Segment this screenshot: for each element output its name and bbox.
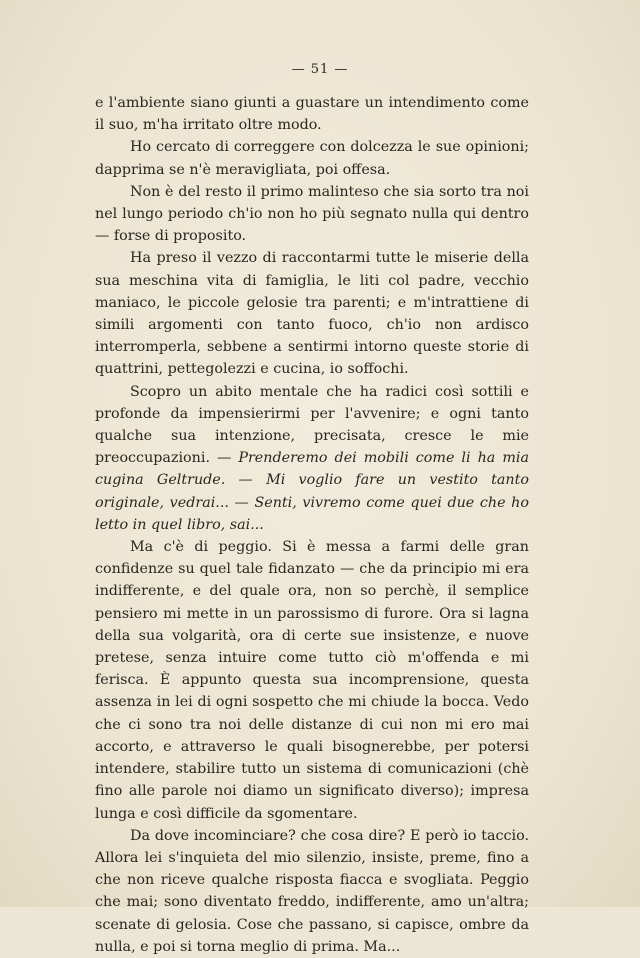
- paragraph-6: Ma c'è di peggio. Si è messa a farmi delle gran confidenze su quel tale fidanzato — che da principio mi era indifferente, e del quale ora, non so perchè, il semplice pensiero mi mette in un parossismo di furore. Ora si lagna della sua volgarità, ora di certe sue insistenze, e nuove pretese, senza intuire come tutto ciò m'offenda e mi ferisca. È appunto questa sua incomprensione, questa assenza in lei di ogni sospetto che mi chiude la bocca. Vedo che ci sono tra noi delle distanze di cui non mi ero mai accorto, e attraverso le quali bisognerebbe, per potersi intendere, stabilire tutto un sistema di comunicazioni (chè fino alle parole noi diamo un significato diverso); impresa lunga e così difficile da sgomentare.: [95, 539, 529, 822]
- paragraph-5-italic-dialogue: Prenderemo dei mobili come li ha mia cugina Geltrude. — Mi voglio fare un vestito tanto originale, vedrai... — Senti, vivremo come quei due che ho letto in quel libro, sai...: [95, 450, 529, 533]
- page-number: — 51 —: [291, 62, 349, 77]
- body-text: [95, 92, 529, 958]
- paragraph-5: [95, 381, 529, 536]
- paragraph-7: Da dove incominciare? che cosa dire? E però io taccio. Allora lei s'inquieta del mio silenzio, insiste, preme, fino a che non riceve qualche risposta fiacca e svogliata. Peggio che mai; sono diventato freddo, indifferente, amo un'altra; scenate di gelosia. Cose che passano, si capisce, ombre da nulla, e poi si torna meglio di prima. Ma...: [95, 827, 529, 955]
- paragraph-2: Ho cercato di correggere con dolcezza le sue opinioni; dapprima se n'è meravigliata, poi offesa.: [95, 139, 529, 178]
- paragraph-1: e l'ambiente siano giunti a guastare un intendimento come il suo, m'ha irritato oltre modo.: [95, 95, 529, 134]
- paragraph-4: Ha preso il vezzo di raccontarmi tutte le miserie della sua meschina vita di famiglia, le liti col padre, vecchio maniaco, le piccole gelosie tra parenti; e m'intrattiene di simili argomenti con tanto fuoco, ch'io non ardisco interromperla, sebbene a sentirmi intorno queste storie di quattrini, pettegolezzi e cucina, io soffochi.: [95, 250, 529, 378]
- paragraph-5-plain: Scopro un abito mentale che ha radici così sottili e profonde da impensierirmi per l'avvenire; e ogni tanto qualche sua intenzione, precisata, cresce le mie preoccupazioni. —: [95, 383, 529, 467]
- paragraph-3: Non è del resto il primo malinteso che sia sorto tra noi nel lungo periodo ch'io non ho più segnato nulla qui dentro — forse di proposito.: [95, 183, 529, 245]
